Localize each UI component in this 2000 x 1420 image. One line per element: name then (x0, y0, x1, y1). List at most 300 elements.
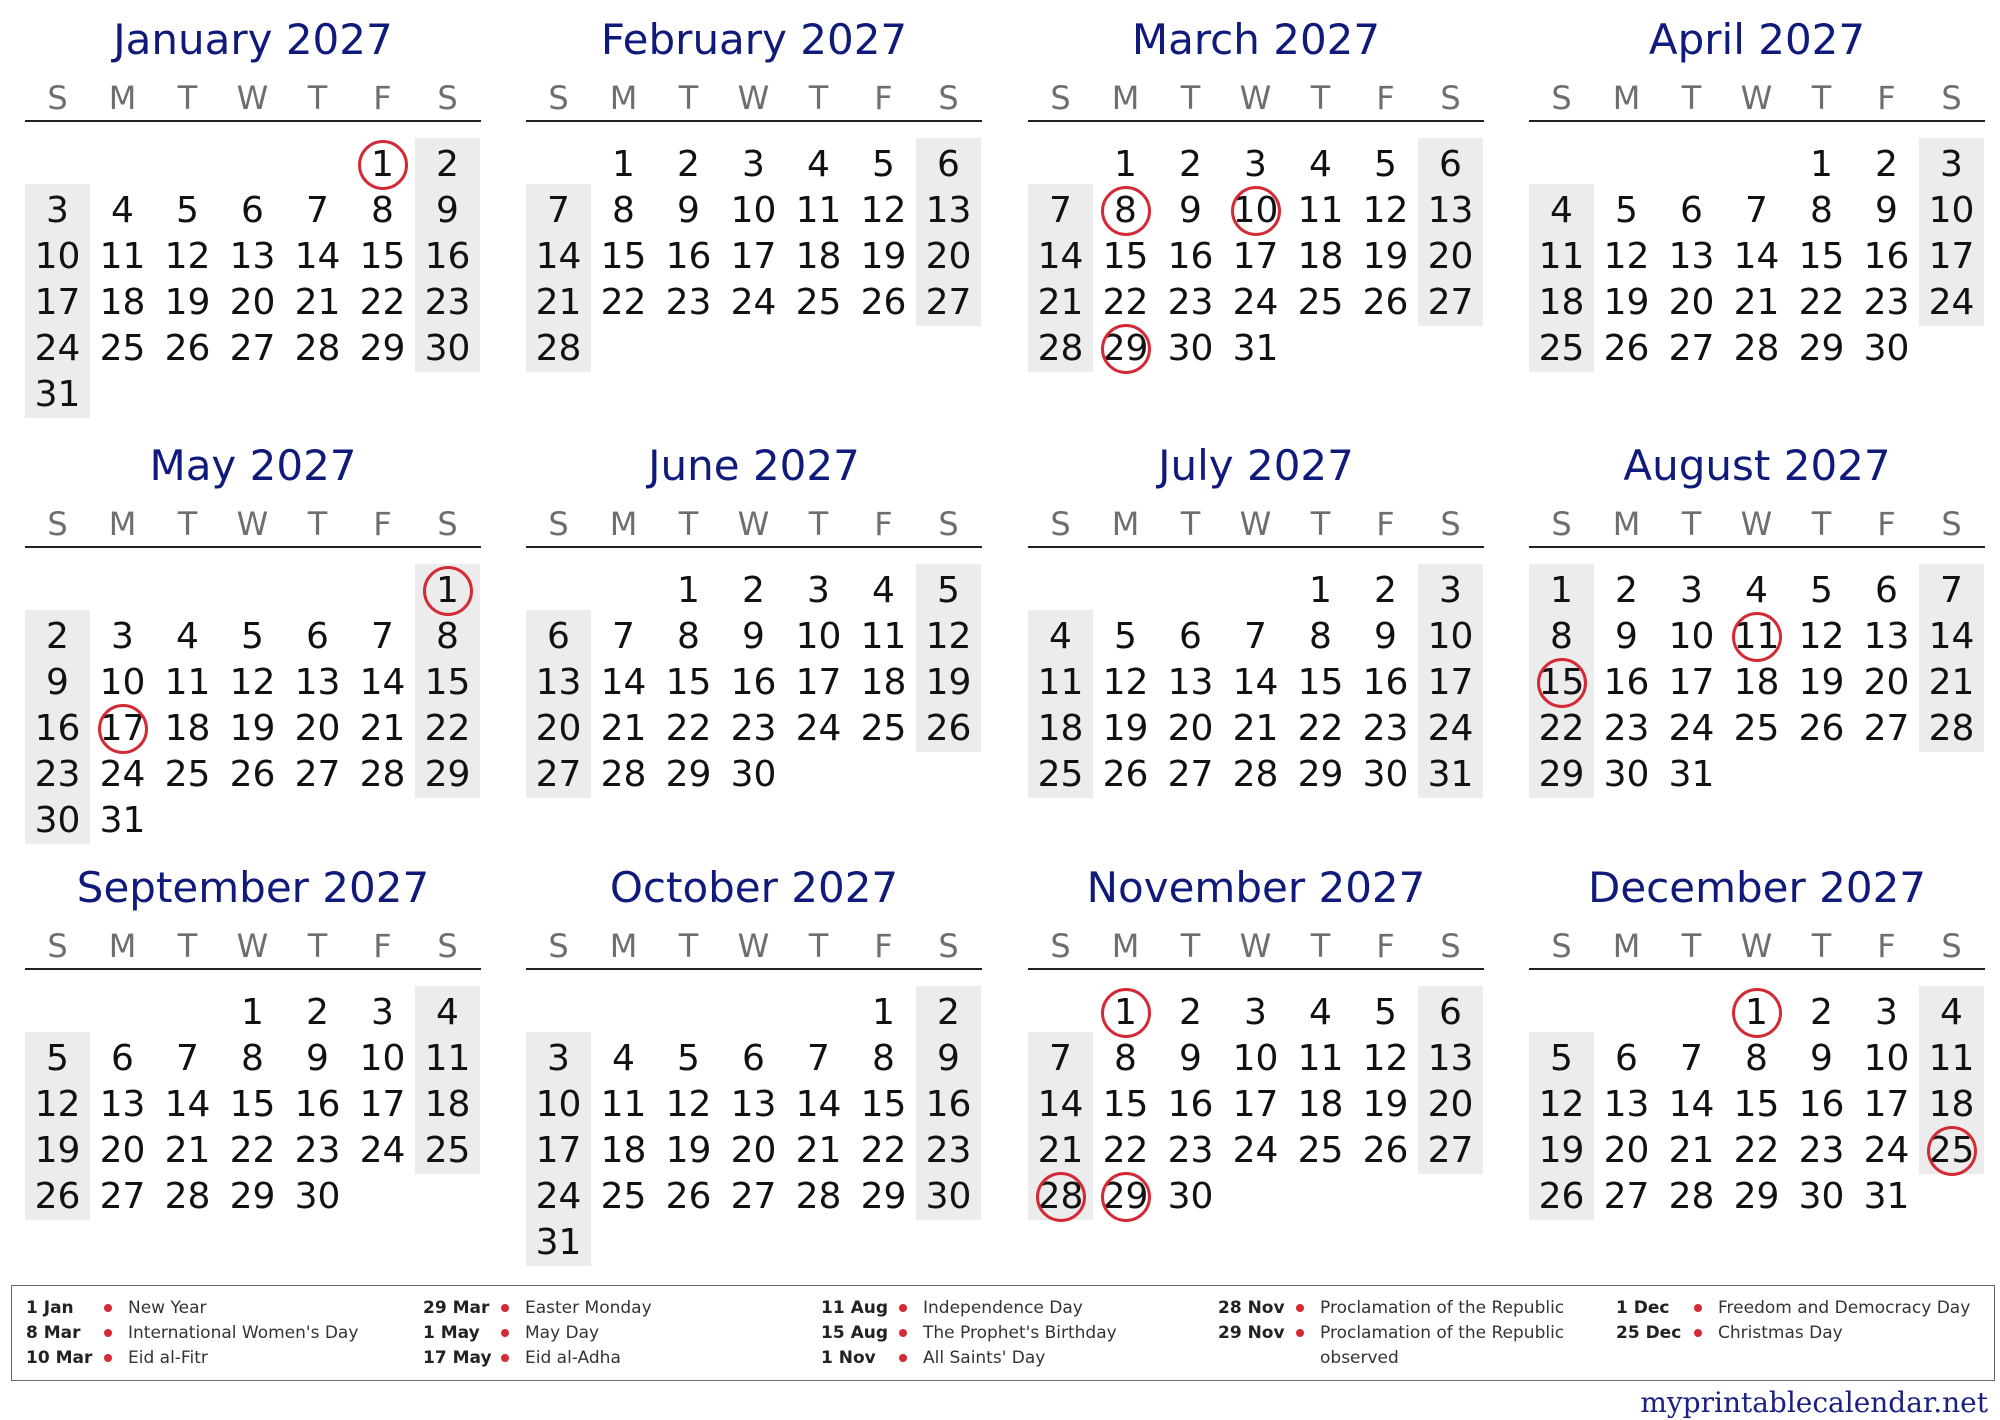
day-cell: 6 (241, 190, 264, 231)
day-cell: 26 (1102, 754, 1149, 795)
day-cell: 10 (1427, 616, 1474, 657)
weekday-header: M (108, 505, 137, 543)
weekday-header: S (437, 79, 458, 117)
day-cell: 30 (1362, 754, 1409, 795)
legend-holiday-name: Freedom and Democracy Day (1718, 1298, 1971, 1318)
day-cell: 29 (359, 328, 406, 369)
weekday-header: T (808, 927, 829, 965)
day-cell: 4 (1309, 144, 1332, 185)
day-cell: 27 (1427, 1130, 1474, 1171)
day-cell: 28 (294, 328, 341, 369)
holiday-marker (98, 704, 148, 754)
day-cell: 21 (1037, 282, 1084, 323)
bullet-icon (1694, 1304, 1702, 1312)
legend-date: 29 Mar (423, 1298, 490, 1318)
bullet-icon (104, 1329, 112, 1337)
weekday-header: F (1376, 927, 1395, 965)
weekday-header: T (177, 79, 198, 117)
day-cell: 25 (600, 1176, 647, 1217)
day-cell: 11 (860, 616, 907, 657)
weekday-header: S (47, 505, 68, 543)
day-cell: 20 (1427, 236, 1474, 277)
day-cell: 29 (1102, 328, 1149, 369)
day-cell: 9 (1179, 1038, 1202, 1079)
day-cell: 2 (1615, 570, 1638, 611)
day-cell: 10 (535, 1084, 582, 1125)
weekday-header-row (526, 506, 982, 542)
day-cell: 6 (1615, 1038, 1638, 1079)
day-cell: 20 (1427, 1084, 1474, 1125)
day-cell: 23 (1798, 1130, 1845, 1171)
day-cell: 11 (1297, 1038, 1344, 1079)
day-cell: 28 (164, 1176, 211, 1217)
bullet-icon (501, 1354, 509, 1362)
day-cell: 15 (600, 236, 647, 277)
day-cell: 20 (99, 1130, 146, 1171)
day-cell: 8 (1550, 616, 1573, 657)
day-cell: 6 (937, 144, 960, 185)
legend-date: 25 Dec (1616, 1323, 1682, 1343)
day-cell: 19 (860, 236, 907, 277)
month-title: July 2027 (1158, 441, 1354, 490)
weekday-header: F (373, 927, 392, 965)
day-cell: 6 (111, 1038, 134, 1079)
day-cell: 20 (730, 1130, 777, 1171)
day-cell: 7 (1940, 570, 1963, 611)
day-cell: 16 (424, 236, 471, 277)
weekday-header: T (1310, 505, 1331, 543)
day-cell: 12 (1102, 662, 1149, 703)
day-cell: 28 (1668, 1176, 1715, 1217)
weekday-header: T (1681, 79, 1702, 117)
bullet-icon (1296, 1329, 1304, 1337)
day-cell: 14 (164, 1084, 211, 1125)
day-cell: 18 (164, 708, 211, 749)
bullet-icon (899, 1354, 907, 1362)
day-cell: 8 (436, 616, 459, 657)
day-cell: 5 (1114, 616, 1137, 657)
day-cell: 31 (1668, 754, 1715, 795)
day-cell: 27 (535, 754, 582, 795)
holiday-marker (1101, 186, 1151, 236)
legend-holiday-name: The Prophet's Birthday (923, 1323, 1117, 1343)
day-cell: 25 (1297, 282, 1344, 323)
day-cell: 5 (1374, 144, 1397, 185)
day-cell: 7 (1049, 190, 1072, 231)
day-cell: 1 (1810, 144, 1833, 185)
day-cell: 12 (34, 1084, 81, 1125)
day-cell: 21 (1668, 1130, 1715, 1171)
day-cell: 23 (1362, 708, 1409, 749)
weekday-header: T (1811, 79, 1832, 117)
day-cell: 11 (1037, 662, 1084, 703)
day-cell: 9 (46, 662, 69, 703)
weekday-header: M (1612, 927, 1641, 965)
day-cell: 7 (306, 190, 329, 231)
day-cell: 20 (229, 282, 276, 323)
weekday-header: S (1050, 927, 1071, 965)
weekday-header: M (609, 505, 638, 543)
day-cell: 7 (371, 616, 394, 657)
month-title: December 2027 (1587, 863, 1927, 912)
day-cell: 15 (1538, 662, 1585, 703)
day-cell: 10 (99, 662, 146, 703)
weekday-header: S (1941, 79, 1962, 117)
day-cell: 5 (1374, 992, 1397, 1033)
weekday-header-row (526, 80, 982, 116)
day-cell: 21 (1733, 282, 1780, 323)
weekday-header: W (236, 79, 269, 117)
day-cell: 8 (1810, 190, 1833, 231)
day-cell: 24 (1232, 1130, 1279, 1171)
day-cell: 13 (1603, 1084, 1650, 1125)
day-cell: 26 (1362, 282, 1409, 323)
day-cell: 13 (1167, 662, 1214, 703)
day-cell: 16 (1167, 1084, 1214, 1125)
weekday-header: F (1877, 927, 1896, 965)
day-cell: 16 (1863, 236, 1910, 277)
day-cell: 16 (1798, 1084, 1845, 1125)
day-cell: 7 (547, 190, 570, 231)
day-cell: 15 (424, 662, 471, 703)
day-cell: 17 (1928, 236, 1975, 277)
day-cell: 14 (1928, 616, 1975, 657)
day-cell: 24 (1232, 282, 1279, 323)
day-cell: 5 (1810, 570, 1833, 611)
day-cell: 19 (34, 1130, 81, 1171)
weekday-header: S (938, 927, 959, 965)
day-cell: 25 (1297, 1130, 1344, 1171)
day-cell: 25 (424, 1130, 471, 1171)
month-title: June 2027 (648, 441, 860, 490)
day-cell: 27 (1603, 1176, 1650, 1217)
day-cell: 30 (925, 1176, 972, 1217)
weekday-header: F (1376, 505, 1395, 543)
day-cell: 13 (294, 662, 341, 703)
weekday-header: T (307, 505, 328, 543)
day-cell: 7 (1049, 1038, 1072, 1079)
day-cell: 23 (424, 282, 471, 323)
weekday-header: W (236, 505, 269, 543)
day-cell: 27 (730, 1176, 777, 1217)
day-cell: 17 (99, 708, 146, 749)
header-rule (25, 968, 481, 970)
day-cell: 17 (1232, 236, 1279, 277)
day-cell: 1 (872, 992, 895, 1033)
day-cell: 10 (1863, 1038, 1910, 1079)
day-cell: 16 (925, 1084, 972, 1125)
day-cell: 6 (1439, 992, 1462, 1033)
day-cell: 30 (1863, 328, 1910, 369)
day-cell: 30 (730, 754, 777, 795)
legend-date: 11 Aug (821, 1298, 889, 1318)
weekday-header: S (1050, 79, 1071, 117)
day-cell: 30 (424, 328, 471, 369)
day-cell: 2 (46, 616, 69, 657)
day-cell: 19 (1362, 236, 1409, 277)
day-cell: 6 (1875, 570, 1898, 611)
legend-date: 1 Nov (821, 1348, 876, 1368)
day-cell: 9 (1875, 190, 1898, 231)
day-cell: 5 (46, 1038, 69, 1079)
day-cell: 14 (1037, 236, 1084, 277)
day-cell: 1 (1550, 570, 1573, 611)
holiday-marker (1537, 658, 1587, 708)
weekday-header: M (1111, 505, 1140, 543)
day-cell: 15 (359, 236, 406, 277)
weekday-header: M (1612, 505, 1641, 543)
day-cell: 10 (1928, 190, 1975, 231)
day-cell: 5 (1550, 1038, 1573, 1079)
day-cell: 12 (665, 1084, 712, 1125)
day-cell: 4 (872, 570, 895, 611)
day-cell: 6 (306, 616, 329, 657)
day-cell: 20 (1603, 1130, 1650, 1171)
day-cell: 16 (665, 236, 712, 277)
day-cell: 12 (925, 616, 972, 657)
day-cell: 24 (99, 754, 146, 795)
day-cell: 16 (730, 662, 777, 703)
day-cell: 29 (1102, 1176, 1149, 1217)
day-cell: 23 (730, 708, 777, 749)
day-cell: 23 (34, 754, 81, 795)
day-cell: 19 (1798, 662, 1845, 703)
day-cell: 24 (34, 328, 81, 369)
day-cell: 3 (46, 190, 69, 231)
day-cell: 15 (860, 1084, 907, 1125)
holiday-marker (1231, 186, 1281, 236)
day-cell: 1 (436, 570, 459, 611)
day-cell: 8 (1114, 1038, 1137, 1079)
day-cell: 8 (1114, 190, 1137, 231)
weekday-header: F (874, 505, 893, 543)
day-cell: 10 (730, 190, 777, 231)
day-cell: 19 (1362, 1084, 1409, 1125)
day-cell: 18 (1733, 662, 1780, 703)
day-cell: 4 (111, 190, 134, 231)
weekday-header: T (1681, 927, 1702, 965)
day-cell: 27 (1863, 708, 1910, 749)
day-cell: 20 (535, 708, 582, 749)
day-cell: 2 (1875, 144, 1898, 185)
day-cell: 9 (677, 190, 700, 231)
holiday-marker (1036, 1172, 1086, 1222)
day-cell: 1 (1114, 144, 1137, 185)
day-cell: 5 (937, 570, 960, 611)
day-cell: 16 (1167, 236, 1214, 277)
day-cell: 31 (535, 1222, 582, 1263)
day-cell: 13 (1668, 236, 1715, 277)
month-title: February 2027 (600, 15, 908, 64)
day-cell: 29 (1538, 754, 1585, 795)
weekday-header: S (47, 79, 68, 117)
day-cell: 30 (1603, 754, 1650, 795)
day-cell: 5 (677, 1038, 700, 1079)
day-cell: 18 (1037, 708, 1084, 749)
weekday-header: S (938, 505, 959, 543)
day-cell: 28 (1037, 328, 1084, 369)
day-cell: 29 (860, 1176, 907, 1217)
month-title: March 2027 (1131, 15, 1381, 64)
weekday-header: T (1180, 927, 1201, 965)
day-cell: 29 (1297, 754, 1344, 795)
day-cell: 25 (795, 282, 842, 323)
legend-date: 1 Jan (26, 1298, 74, 1318)
weekday-header: W (1740, 79, 1773, 117)
weekday-header-row (1529, 928, 1985, 964)
day-cell: 17 (730, 236, 777, 277)
day-cell: 3 (111, 616, 134, 657)
bullet-icon (104, 1304, 112, 1312)
weekday-header: T (678, 79, 699, 117)
day-cell: 22 (1102, 1130, 1149, 1171)
day-cell: 13 (925, 190, 972, 231)
day-cell: 6 (547, 616, 570, 657)
day-cell: 18 (860, 662, 907, 703)
day-cell: 21 (600, 708, 647, 749)
day-cell: 16 (1603, 662, 1650, 703)
weekday-header: S (437, 927, 458, 965)
day-cell: 3 (1439, 570, 1462, 611)
day-cell: 14 (1037, 1084, 1084, 1125)
day-cell: 30 (1798, 1176, 1845, 1217)
day-cell: 11 (424, 1038, 471, 1079)
day-cell: 17 (795, 662, 842, 703)
day-cell: 28 (1733, 328, 1780, 369)
day-cell: 13 (1863, 616, 1910, 657)
day-cell: 2 (1179, 144, 1202, 185)
day-cell: 17 (535, 1130, 582, 1171)
day-cell: 15 (1102, 236, 1149, 277)
weekday-header: S (1941, 505, 1962, 543)
day-cell: 24 (1863, 1130, 1910, 1171)
day-cell: 20 (925, 236, 972, 277)
day-cell: 23 (1167, 282, 1214, 323)
day-cell: 23 (1167, 1130, 1214, 1171)
day-cell: 9 (436, 190, 459, 231)
month-title: September 2027 (76, 863, 430, 912)
day-cell: 31 (99, 800, 146, 841)
day-cell: 27 (294, 754, 341, 795)
holiday-marker (1927, 1126, 1977, 1176)
day-cell: 26 (925, 708, 972, 749)
weekday-header: T (1310, 927, 1331, 965)
legend-date: 1 Dec (1616, 1298, 1670, 1318)
weekday-header: F (1376, 79, 1395, 117)
bullet-icon (1296, 1304, 1304, 1312)
day-cell: 3 (807, 570, 830, 611)
day-cell: 12 (1798, 616, 1845, 657)
day-cell: 2 (436, 144, 459, 185)
day-cell: 11 (1928, 1038, 1975, 1079)
weekday-header: W (236, 927, 269, 965)
day-cell: 12 (164, 236, 211, 277)
day-cell: 18 (1297, 1084, 1344, 1125)
day-cell: 8 (872, 1038, 895, 1079)
day-cell: 28 (1928, 708, 1975, 749)
bullet-icon (899, 1304, 907, 1312)
day-cell: 28 (535, 328, 582, 369)
bullet-icon (501, 1329, 509, 1337)
day-cell: 3 (547, 1038, 570, 1079)
day-cell: 1 (612, 144, 635, 185)
weekday-header: T (307, 79, 328, 117)
weekday-header: T (1681, 505, 1702, 543)
weekday-header: S (1440, 79, 1461, 117)
day-cell: 19 (1538, 1130, 1585, 1171)
day-cell: 1 (677, 570, 700, 611)
day-cell: 12 (1603, 236, 1650, 277)
day-cell: 26 (860, 282, 907, 323)
day-cell: 10 (1668, 616, 1715, 657)
header-rule (526, 546, 982, 548)
weekday-header: T (1180, 79, 1201, 117)
day-cell: 29 (1733, 1176, 1780, 1217)
site-url[interactable]: myprintablecalendar.net (1640, 1386, 1988, 1419)
day-cell: 25 (164, 754, 211, 795)
holiday-marker (1732, 612, 1782, 662)
day-cell: 19 (1603, 282, 1650, 323)
day-cell: 1 (1745, 992, 1768, 1033)
day-cell: 9 (1615, 616, 1638, 657)
day-cell: 14 (535, 236, 582, 277)
day-cell: 9 (937, 1038, 960, 1079)
header-rule (526, 120, 982, 122)
day-cell: 14 (359, 662, 406, 703)
day-cell: 21 (359, 708, 406, 749)
day-cell: 15 (1297, 662, 1344, 703)
day-cell: 8 (371, 190, 394, 231)
weekday-header-row (526, 928, 982, 964)
legend-holiday-name: International Women's Day (128, 1323, 359, 1343)
legend-date: 10 Mar (26, 1348, 93, 1368)
legend-holiday-name: Easter Monday (525, 1298, 652, 1318)
day-cell: 24 (1427, 708, 1474, 749)
day-cell: 3 (742, 144, 765, 185)
weekday-header: T (678, 927, 699, 965)
day-cell: 12 (1362, 190, 1409, 231)
weekday-header-row (25, 506, 481, 542)
day-cell: 3 (1244, 992, 1267, 1033)
bullet-icon (104, 1354, 112, 1362)
weekday-header: W (1239, 927, 1272, 965)
day-cell: 8 (612, 190, 635, 231)
header-rule (1529, 120, 1985, 122)
weekday-header: M (609, 927, 638, 965)
day-cell: 20 (1668, 282, 1715, 323)
day-cell: 29 (1798, 328, 1845, 369)
legend-date: 15 Aug (821, 1323, 889, 1343)
day-cell: 13 (535, 662, 582, 703)
weekday-header: T (1811, 505, 1832, 543)
day-cell: 27 (99, 1176, 146, 1217)
weekday-header-row (1529, 506, 1985, 542)
day-cell: 13 (99, 1084, 146, 1125)
legend-holiday-name: New Year (128, 1298, 207, 1318)
day-cell: 11 (99, 236, 146, 277)
day-cell: 18 (1297, 236, 1344, 277)
weekday-header: M (108, 927, 137, 965)
day-cell: 28 (795, 1176, 842, 1217)
day-cell: 24 (730, 282, 777, 323)
day-cell: 27 (1668, 328, 1715, 369)
weekday-header: F (1877, 505, 1896, 543)
weekday-header-row (1529, 80, 1985, 116)
day-cell: 21 (535, 282, 582, 323)
day-cell: 23 (294, 1130, 341, 1171)
day-cell: 2 (937, 992, 960, 1033)
day-cell: 9 (1810, 1038, 1833, 1079)
